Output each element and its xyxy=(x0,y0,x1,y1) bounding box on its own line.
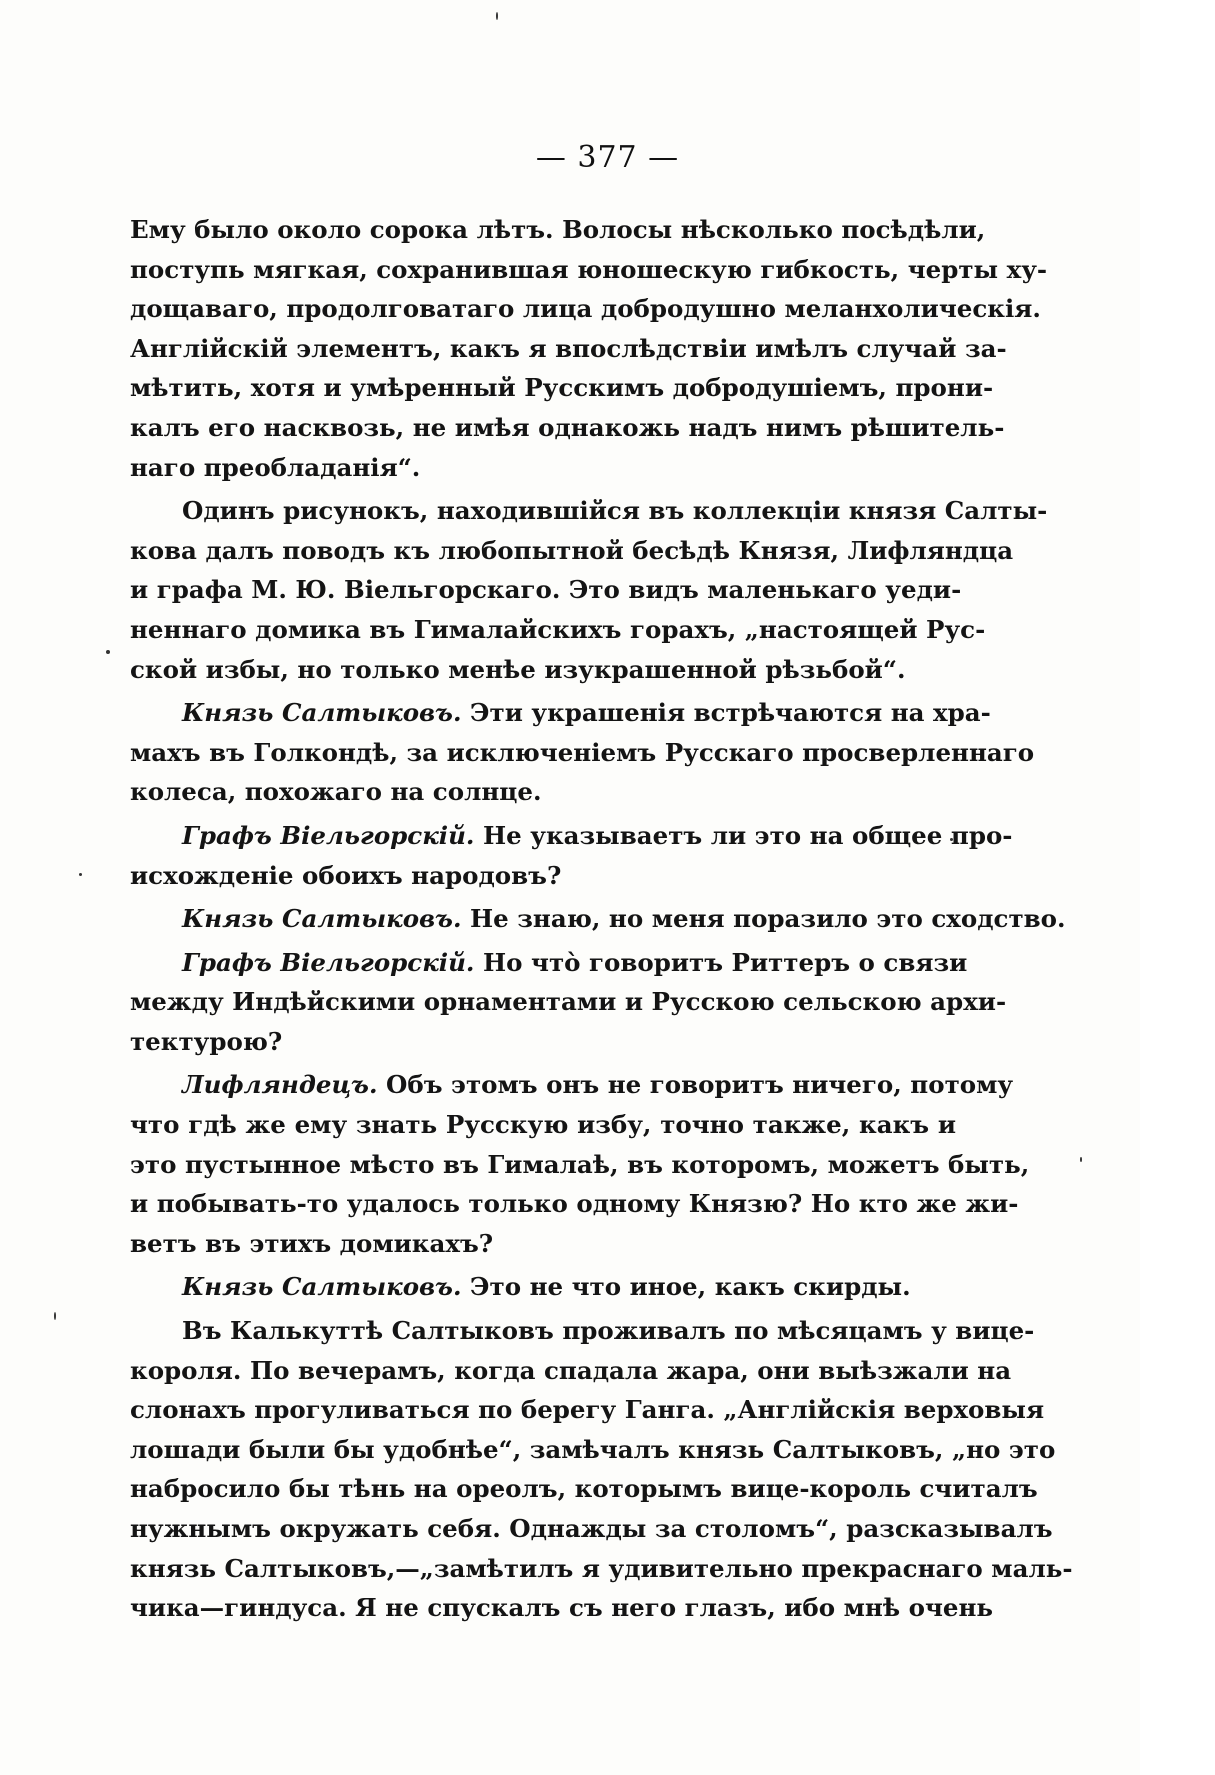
speaker-name: Графъ Віельгорскій. xyxy=(182,820,475,850)
speaker-name: Лифляндецъ. xyxy=(182,1070,378,1100)
text-line: Одинъ рисунокъ, находившійся въ коллекціи князя Салты- xyxy=(182,496,1048,526)
text-line: что гдѣ же ему знать Русскую избу, точно также, какъ и xyxy=(130,1110,956,1140)
text-line: и графа М. Ю. Віельгорскаго. Это видъ маленькаго уеди- xyxy=(130,575,962,605)
body-text xyxy=(130,210,1073,1632)
text-line: слонахъ прогуливаться по берегу Ганга. „Англійскія верховыя xyxy=(130,1395,1045,1425)
dialogue-paragraph xyxy=(130,899,1066,939)
text-line xyxy=(130,816,1013,856)
speech-text: Но что̀ говоритъ Риттеръ о связи xyxy=(483,947,968,977)
text-line: колеса, похожаго на солнце. xyxy=(130,777,542,807)
text-line: набросило бы тѣнь на ореолъ, которымъ вице-король считалъ xyxy=(130,1474,1038,1504)
text-line: ской избы, но только менѣе изукрашенной рѣзьбой“. xyxy=(130,654,906,684)
speech-text: Это не что иное, какъ скирды. xyxy=(470,1272,911,1302)
text-line: нужнымъ окружать себя. Однажды за столомъ“, разсказывалъ xyxy=(130,1514,1053,1543)
page-number: — 377 — xyxy=(535,140,680,175)
dialogue-paragraph xyxy=(130,816,1013,895)
text-line: Англійскій элементъ, какъ я впослѣдствіи имѣлъ случай за- xyxy=(130,333,1007,363)
print-speck xyxy=(79,873,82,876)
text-line: исхожденіе обоихъ народовъ? xyxy=(130,860,562,890)
text-line: это пустынное мѣсто въ Гималаѣ, въ которомъ, можетъ быть, xyxy=(130,1149,1030,1179)
text-line: и побывать-то удалось только одному Князю? Но кто же жи- xyxy=(130,1189,1019,1219)
text-line: поступь мягкая, сохранившая юношескую гибкость, черты ху- xyxy=(130,254,1048,284)
dialogue-paragraph xyxy=(130,693,1035,812)
print-speck xyxy=(1080,1157,1082,1162)
print-speck xyxy=(106,650,110,654)
dialogue-paragraph xyxy=(130,1065,1030,1263)
dialogue-paragraph xyxy=(130,1267,956,1307)
dialogue-paragraph xyxy=(130,943,1007,1062)
speech-text: Объ этомъ онъ не говоритъ ничего, потому xyxy=(386,1070,1014,1100)
speech-text: Не указываетъ ли это на общее про- xyxy=(483,820,1013,850)
speaker-name: Графъ Віельгорскій. xyxy=(182,947,475,977)
text-line: наго преобладанія“. xyxy=(130,452,421,482)
text-line: тектурою? xyxy=(130,1026,283,1056)
text-line xyxy=(130,1267,956,1307)
speaker-name: Князь Салтыковъ. xyxy=(182,904,462,934)
text-line: короля. По вечерамъ, когда спадала жара, они выѣзжали на xyxy=(130,1355,1012,1385)
speech-text: Эти украшенія встрѣчаются на хра- xyxy=(470,698,991,728)
print-speck xyxy=(496,12,498,20)
paragraph xyxy=(130,210,1048,487)
text-line: чика—гиндуса. Я не спускалъ съ него глазъ, ибо мнѣ очень xyxy=(130,1593,994,1623)
text-line: калъ его насквозь, не имѣя однакожь надъ нимъ рѣшитель- xyxy=(130,412,1005,442)
paragraph xyxy=(130,1311,1073,1628)
text-line xyxy=(130,693,991,733)
text-line: между Индѣйскими орнаментами и Русскою сельскою архи- xyxy=(130,987,1007,1017)
text-line: ветъ въ этихъ домикахъ? xyxy=(130,1228,494,1258)
text-line xyxy=(130,943,968,983)
text-line: Ему было около сорока лѣтъ. Волосы нѣсколько посѣдѣли, xyxy=(130,215,986,244)
text-line: лошади были бы удобнѣе“, замѣчалъ князь Салтыковъ, „но это xyxy=(130,1434,1056,1464)
speech-text: Не знаю, но меня поразило это сходство. xyxy=(470,904,1066,934)
text-line: Въ Калькуттѣ Салтыковъ проживалъ по мѣсяцамъ у вице- xyxy=(182,1316,1035,1346)
speaker-name: Князь Салтыковъ. xyxy=(182,1272,462,1302)
text-line: кова далъ поводъ къ любопытной бесѣдѣ Князя, Лифляндца xyxy=(130,535,1014,565)
print-speck xyxy=(54,1312,56,1320)
paragraph xyxy=(130,491,1048,689)
text-line: князь Салтыковъ,—„замѣтилъ я удивительно прекраснаго маль- xyxy=(130,1553,1073,1583)
text-line xyxy=(130,1065,1014,1105)
text-line: мѣтить, хотя и умѣренный Русскимъ добродушіемъ, прони- xyxy=(130,373,994,403)
speaker-name: Князь Салтыковъ. xyxy=(182,698,462,728)
text-line: махъ въ Голкондѣ, за исключеніемъ Русскаго просверленнаго xyxy=(130,737,1035,767)
text-line: неннаго домика въ Гималайскихъ горахъ, „настоящей Рус- xyxy=(130,614,986,644)
text-line xyxy=(130,899,1066,939)
text-line: дощаваго, продолговатаго лица добродушно меланхолическія. xyxy=(130,294,1041,324)
